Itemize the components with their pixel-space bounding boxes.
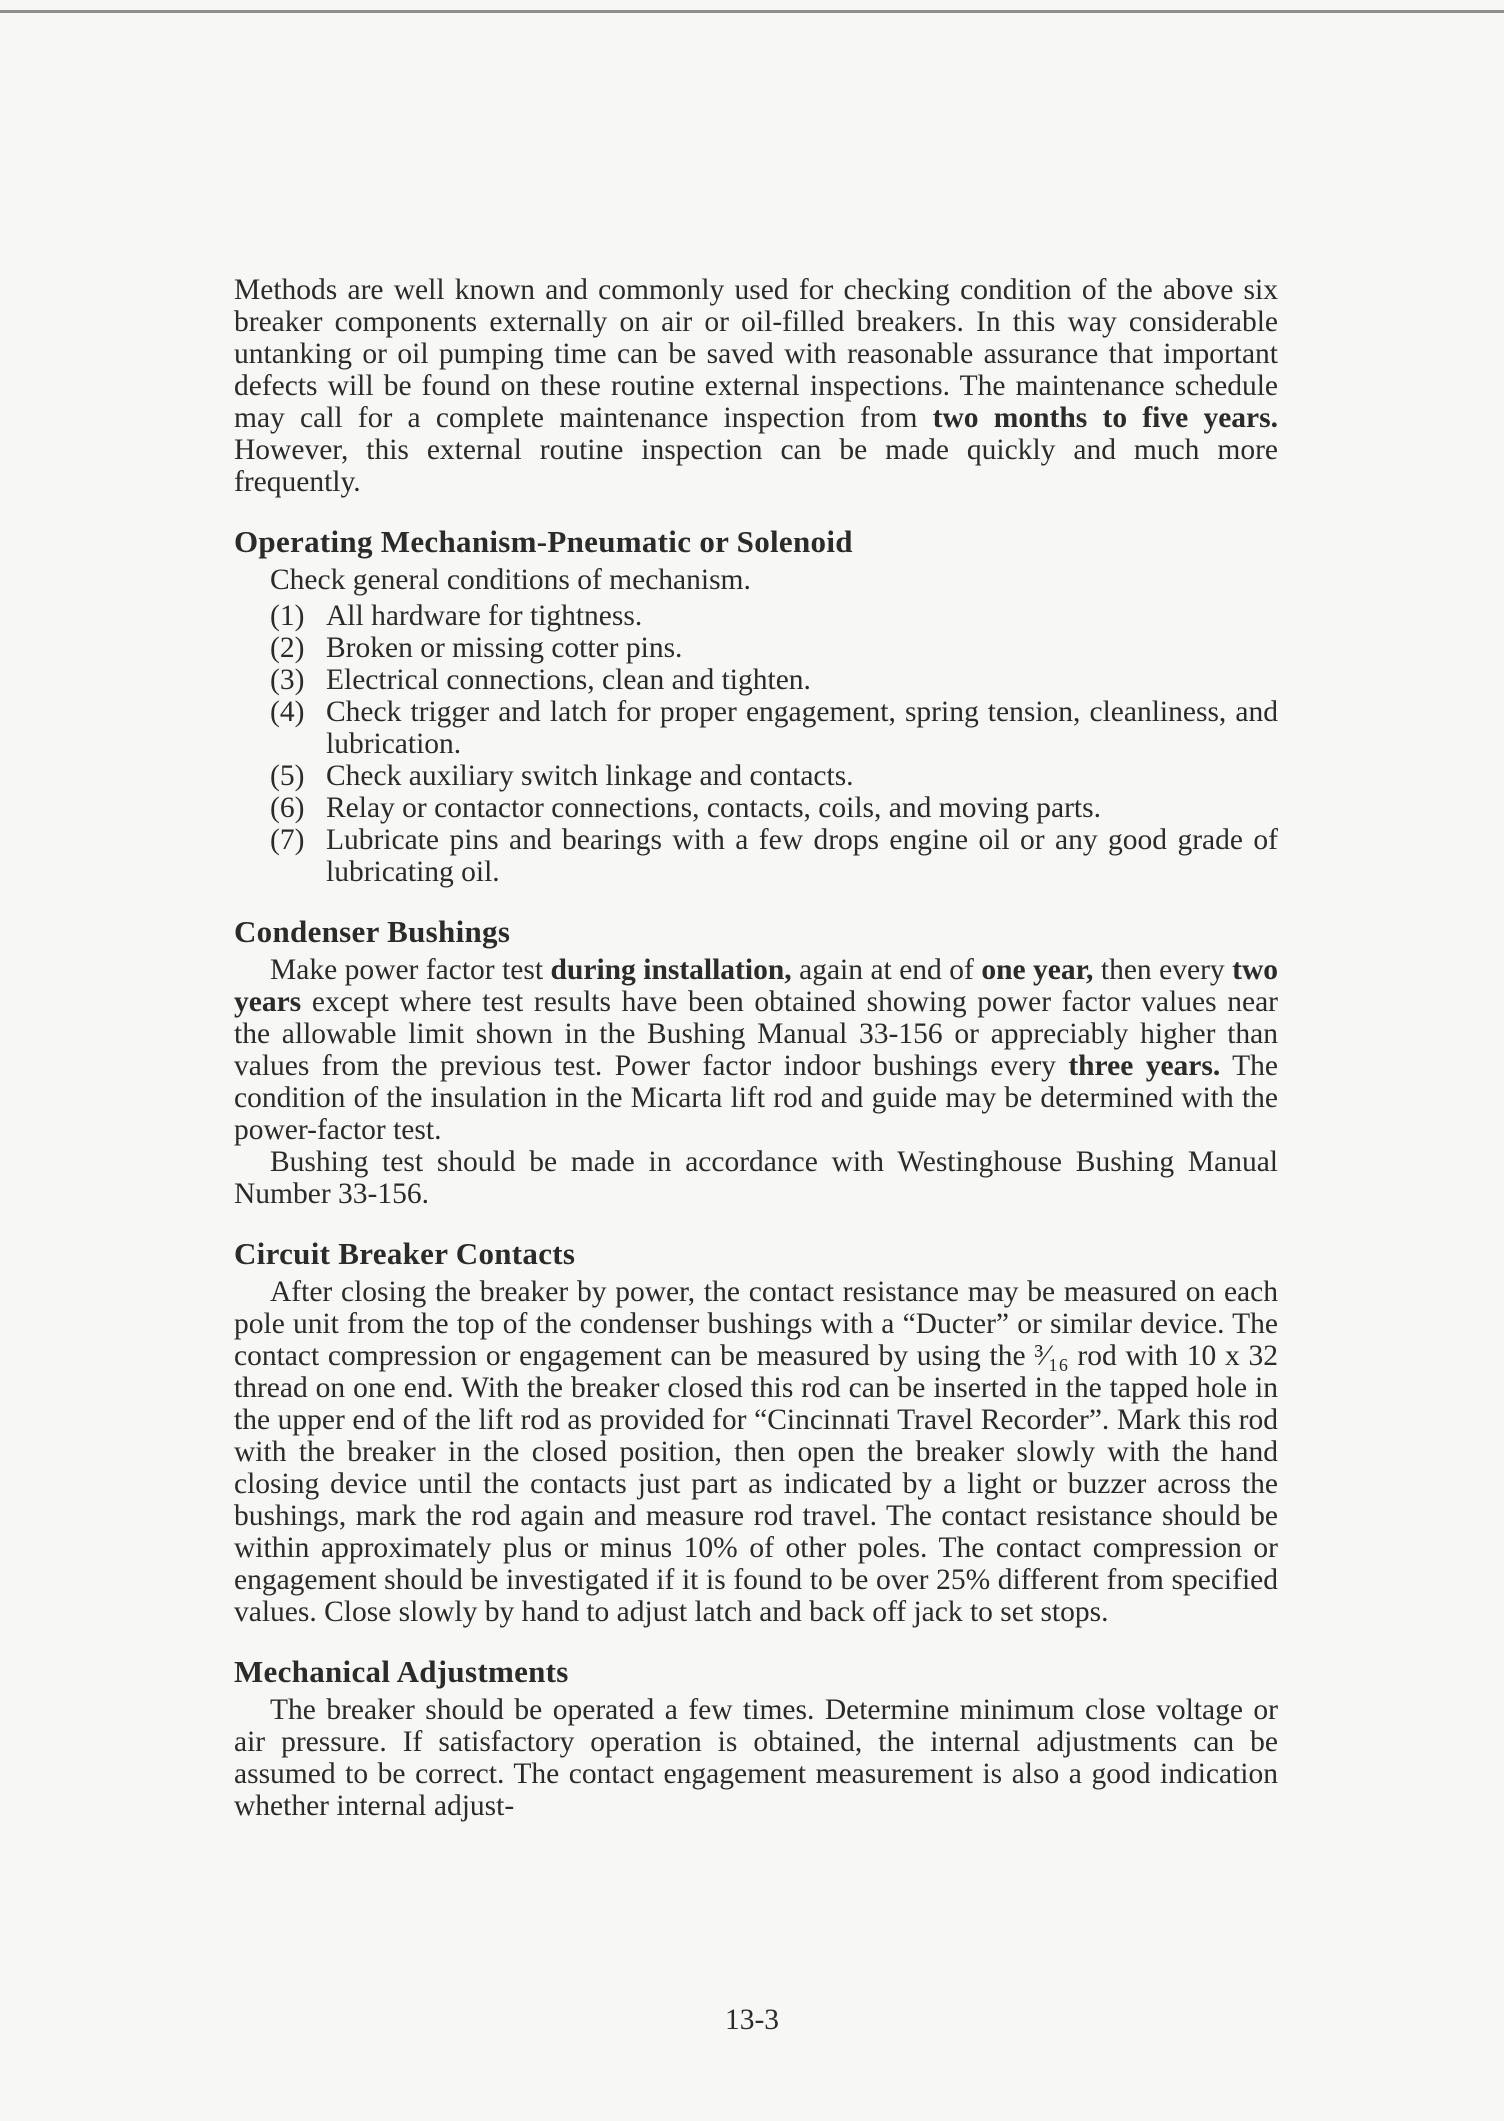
list-item-text: Relay or contactor connections, contacts, coils, and moving parts. xyxy=(326,792,1101,824)
heading-circuit-breaker-contacts: Circuit Breaker Contacts xyxy=(234,1236,576,1271)
list-item xyxy=(234,600,1278,632)
condenser-paragraph-1 xyxy=(234,954,1278,1146)
list-item-text: Check auxiliary switch linkage and contacts. xyxy=(326,760,854,792)
intro-text-c: However, this external routine inspection can be made quickly and much more frequently. xyxy=(234,434,1278,498)
list-item-number: (7) xyxy=(270,824,305,856)
page-number: 13-3 xyxy=(724,2004,780,2036)
contacts-paragraph xyxy=(234,1276,1278,1628)
list-item-text: Electrical connections, clean and tighten. xyxy=(326,664,811,696)
heading-mechanical-adjustments: Mechanical Adjustments xyxy=(234,1654,569,1689)
heading-operating-mechanism: Operating Mechanism-Pneumatic or Solenoid xyxy=(234,524,853,559)
fraction: ³⁄₁₆ xyxy=(1034,1340,1069,1372)
list-item-text: All hardware for tightness. xyxy=(326,600,643,632)
document-page xyxy=(234,274,1278,1822)
list-item-number: (2) xyxy=(270,632,305,664)
list-item-text: Lubricate pins and bearings with a few drops engine oil or any good grade of lubricating oil. xyxy=(326,824,1278,888)
condenser-text: then every xyxy=(1093,954,1233,986)
list-item xyxy=(234,696,1278,760)
condenser-text: again at end of xyxy=(791,954,982,986)
list-item xyxy=(234,824,1278,888)
condenser-text: except where test results have been obtained showing power factor values near the allowable limit shown in the Bushing Manual 33-156 or appreciably higher than values from the previous test. Power factor indoor bushings every xyxy=(234,986,1278,1082)
top-border-rule xyxy=(0,10,1504,13)
condenser-emphasis: three years. xyxy=(1068,1050,1221,1082)
heading-condenser-bushings: Condenser Bushings xyxy=(234,914,511,949)
condenser-text: The condition of the insulation in the Micarta lift rod and guide may be determined with the power-factor test. xyxy=(234,1050,1278,1146)
list-item-number: (1) xyxy=(270,600,305,632)
intro-emphasis: two months to five years. xyxy=(932,402,1278,434)
list-item xyxy=(234,760,1278,792)
list-item-number: (6) xyxy=(270,792,305,824)
list-item-number: (5) xyxy=(270,760,305,792)
contacts-text: After closing the breaker by power, the contact resistance may be measured on each pole unit from the top of the condenser bushings with a “Ducter” or similar device. The contact compression or engagement can be measured by using the xyxy=(234,1276,1278,1372)
list-item-number: (4) xyxy=(270,696,305,728)
intro-paragraph xyxy=(234,274,1278,498)
condenser-text: Make power factor test xyxy=(270,954,551,986)
list-item-text: Check trigger and latch for proper engagement, spring tension, cleanliness, and lubrication. xyxy=(326,696,1278,760)
operating-lead: Check general conditions of mechanism. xyxy=(270,564,751,596)
condenser-emphasis: one year, xyxy=(981,954,1094,986)
list-item xyxy=(234,792,1278,824)
condenser-emphasis: two years xyxy=(234,954,1279,1018)
operating-checklist xyxy=(234,600,1278,888)
list-item xyxy=(234,664,1278,696)
list-item xyxy=(234,632,1278,664)
intro-text-a: Methods are well known and commonly used for checking condition of the above six breaker components externally on air or oil-filled breakers. In this way considerable untanking or oil pumping time can be saved with reasonable assurance that important defects will be found on these routine external inspections. The maintenance schedule may call for a complete maintenance inspection from xyxy=(234,274,1278,434)
condenser-emphasis: during installation, xyxy=(550,954,792,986)
condenser-paragraph-2: Bushing test should be made in accordance with Westinghouse Bushing Manual Number 33-156. xyxy=(234,1146,1278,1210)
mechanical-paragraph: The breaker should be operated a few times. Determine minimum close voltage or air pressure. If satisfactory operation is obtained, the internal adjustments can be assumed to be correct. The contact engagement measurement is also a good indication whether internal adjust- xyxy=(234,1694,1278,1822)
list-item-text: Broken or missing cotter pins. xyxy=(326,632,683,664)
list-item-number: (3) xyxy=(270,664,305,696)
contacts-text: rod with 10 x 32 thread on one end. With the breaker closed this rod can be inserted in the tapped hole in the upper end of the lift rod as provided for “Cincinnati Travel Recorder”. Mark this rod with the breaker in the closed position, then open the breaker slowly with the hand closing device until the contacts just part as indicated by a light or buzzer across the bushings, mark the rod again and measure rod travel. The contact resistance should be within approximately plus or minus 10% of other poles. The contact compression or engagement should be investigated if it is found to be over 25% different from specified values. Close slowly by hand to adjust latch and back off jack to set stops. xyxy=(234,1340,1278,1628)
